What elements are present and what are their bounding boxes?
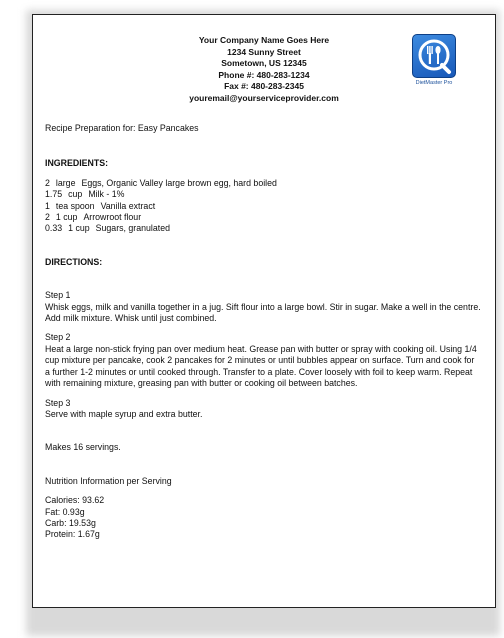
company-email: youremail@yourserviceprovider.com [189,92,339,103]
nutrition-carb: Carb: 19.53g [45,517,96,528]
company-street: 1234 Sunny Street [227,46,301,57]
step-text: Whisk eggs, milk and vanilla together in a jug. Sift flour into a large bowl. Stir in sugar. Make a well in the centre. Add milk mixture. Whisk until just combined. [45,301,481,324]
dietmaster-logo [409,34,459,94]
company-name: Your Company Name Goes Here [198,35,330,45]
nutrition-calories: Calories: 93.62 [45,495,105,506]
fork-knife-spoon-icon [412,34,456,78]
ingredient-row: 2 large Eggs, Organic Valley large brown egg, hard boiled [45,177,277,188]
company-city: Sometown, US 12345 [221,58,307,68]
nutrition-fat: Fat: 0.93g [45,506,85,517]
logo-label: DietMaster Pro [415,80,453,86]
step-text: Serve with maple syrup and extra butter. [45,408,203,419]
ingredients-list [45,178,481,235]
nutrition-heading: Nutrition Information per Serving [45,475,172,486]
ingredients-heading: INGREDIENTS: [45,158,109,169]
document-page [32,14,496,608]
ingredient-row: 1.75 cup Milk - 1% [45,189,125,200]
recipe-title: Recipe Preparation for: Easy Pancakes [45,123,199,133]
ingredient-row: 0.33 1 cup Sugars, granulated [45,223,170,234]
step-label: Step 1 [45,290,71,301]
step-text: Heat a large non-stick frying pan over medium heat. Grease pan with butter or spray with cooking oil. Using 1/4 cup mixture per pancake, cook 2 pancakes for 2 minutes or until bubbles appear on surface. Turn and cook for a further 1-2 minutes or until cooked through. Transfer to a plate. Cover loosely with foil to keep warm. Repeat with remaining mixture, greasing pan with butter or cooking oil between batches. [45,343,477,389]
servings-text: Makes 16 servings. [45,442,121,453]
nutrition-protein: Protein: 1.67g [45,529,100,540]
recipe-body [45,123,481,541]
ingredient-row: 1 tea spoon Vanilla extract [45,200,156,211]
step-label: Step 2 [45,332,71,343]
ingredient-row: 2 1 cup Arrowroot flour [45,212,142,223]
directions-heading: DIRECTIONS: [45,256,103,267]
company-fax: Fax #: 480-283-2345 [224,81,304,91]
company-phone: Phone #: 480-283-1234 [218,69,310,80]
step-label: Step 3 [45,397,71,408]
